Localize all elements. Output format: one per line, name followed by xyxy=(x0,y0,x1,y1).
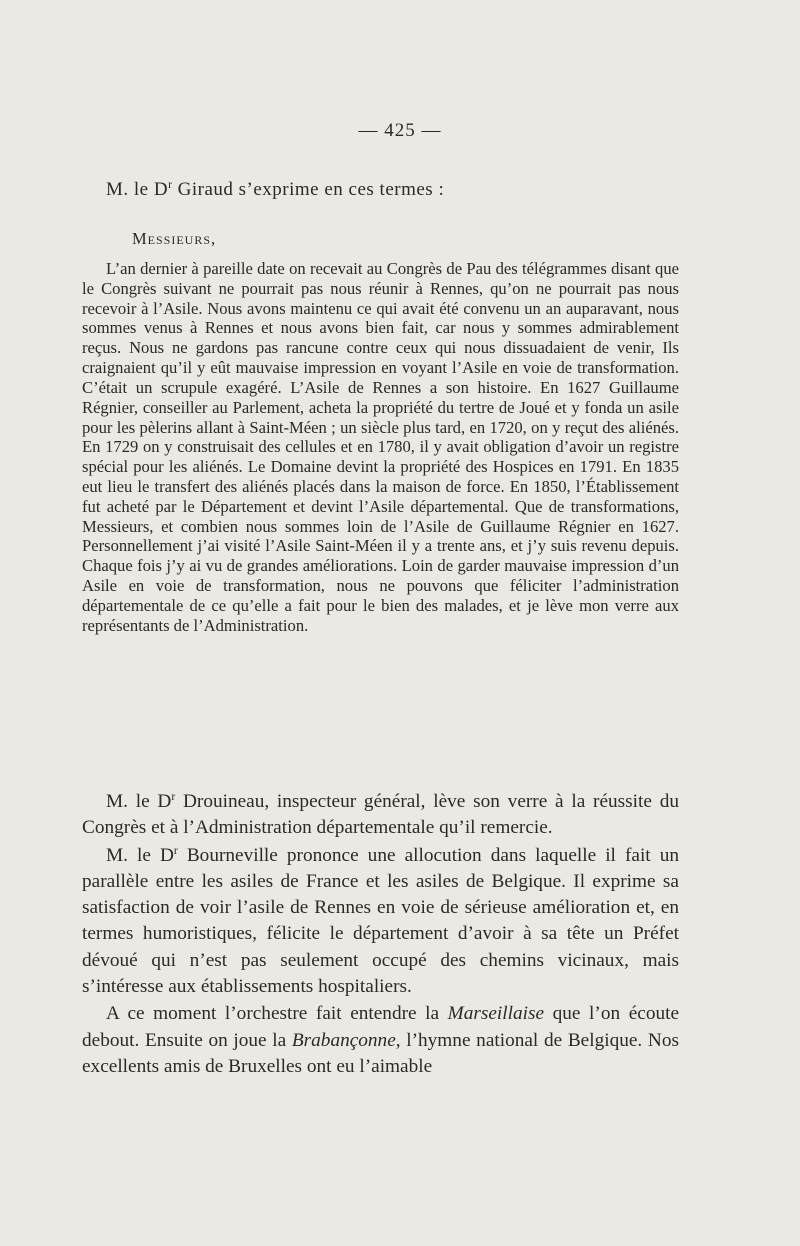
drouineau-prefix: M. le D xyxy=(106,791,172,812)
intro-sup: r xyxy=(168,179,173,192)
salutation-text: Messieurs, xyxy=(132,229,217,248)
paragraph-orchestre xyxy=(82,1001,679,1080)
intro-prefix: M. le D xyxy=(106,179,169,200)
intro-suffix: Giraud s’exprime en ces termes : xyxy=(172,179,445,200)
paragraph-bourneville xyxy=(82,843,679,1001)
drouineau-text: Drouineau, inspecteur général, lève son verre à la réussite du Congrès et à l’Administration départementale qu’il remercie. xyxy=(82,791,679,839)
bourneville-prefix: M. le D xyxy=(106,844,174,866)
marseillaise-title: Marseillaise xyxy=(447,1003,545,1025)
page-number: — 425 — xyxy=(358,120,442,141)
paragraph-drouineau xyxy=(82,789,679,842)
speech-paragraph: L’an dernier à pareille date on recevait au Congrès de Pau des télégrammes disant que le Congrès suivant ne pourrait pas nous réunir à Rennes, qu’on ne pourrait pas nous recevoir à l’Asile. Nous avons maintenu ce qui avait été convenu un an auparavant, nous sommes venus à Rennes et nous avons bien fait, car nous y sommes admirablement reçus. Nous ne gardons pas rancune contre ceux qui nous dissuadaient de venir, Ils craignaient qu’il y eût mauvaise impression en voyant l’Asile en voie de transformation. C’était un scrupule exagéré. L’Asile de Rennes a son histoire. En 1627 Guillaume Régnier, conseiller au Parlement, acheta la propriété du tertre de Joué et y fonda un asile pour les pèlerins allant à Saint-Méen ; un siècle plus tard, en 1720, on y reçut des aliénés. En 1729 on y construisait des cellules et en 1780, il y avait obligation d’avoir un registre spécial pour les aliénés. Le Domaine devint la propriété des Hospices en 1791. En 1835 eut lieu le transfert des aliénés placés dans la maison de force. En 1850, l’Établissement fut acheté par le Département et devint l’Asile départemental. Que de transformations, Messieurs, et combien nous sommes loin de l’Asile de Guillaume Régnier en 1627. Personnellement j’ai visité l’Asile Saint-Méen il y a trente ans, et j’y suis revenu depuis. Chaque fois j’y ai vu de grandes améliorations. Loin de garder mauvaise impression d’un Asile en voie de transformation, nous ne pouvons que féliciter l’administration départementale de ce qu’elle a fait pour le bien des malades, et je lève mon verre aux représentants de l’Administration. xyxy=(82,259,679,635)
brabanconne-title: Brabançonne xyxy=(291,1029,396,1051)
intro-line xyxy=(106,178,686,202)
bourneville-sup: r xyxy=(173,843,178,857)
orchestre-part1: A ce moment l’orchestre fait entendre la xyxy=(106,1003,448,1025)
narration-block xyxy=(82,789,679,1080)
salutation xyxy=(132,229,216,249)
bourneville-text: Bourneville prononce une allocution dans laquelle il fait un parallèle entre les asiles de France et les asiles de Belgique. Il exprime sa satisfaction de voir l’asile de Rennes en voie de sérieuse amélioration et, en termes humoristiques, félicite le département d’avoir à sa tête un Préfet dévoué qui n’est pas seulement occupé des chemins vicinaux, mais s’intéresse aux établissements hospitaliers. xyxy=(82,844,679,998)
drouineau-sup: r xyxy=(171,790,176,804)
orchestre-part3: , l’hymne national de Belgique. Nos excellents amis de Bruxelles ont eu l’aimable xyxy=(82,1029,679,1077)
orchestre-part2: que l’on écoute debout. Ensuite on joue la xyxy=(82,1003,680,1051)
